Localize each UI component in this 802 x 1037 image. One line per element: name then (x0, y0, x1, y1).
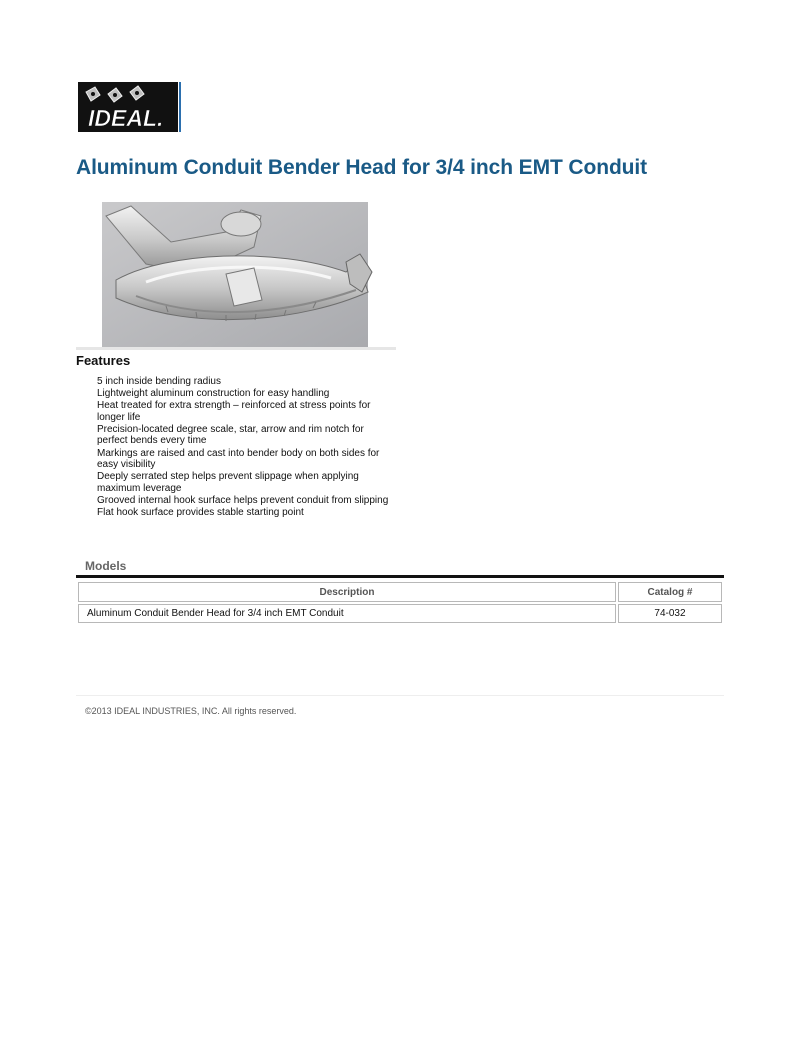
feature-item: Deeply serrated step helps prevent slippage when applying maximum leverage (97, 471, 359, 494)
column-header-description: Description (78, 582, 616, 602)
column-header-catalog: Catalog # (618, 582, 722, 602)
product-photo (76, 202, 396, 350)
feature-item: Flat hook surface provides stable starting point (97, 507, 304, 519)
svg-text:IDEAL.: IDEAL. (88, 105, 164, 131)
models-divider (76, 575, 724, 578)
page-title: Aluminum Conduit Bender Head for 3/4 inch EMT Conduit (76, 156, 648, 179)
features-heading: Features (76, 353, 131, 368)
models-heading: Models (85, 559, 127, 573)
feature-item: Precision-located degree scale, star, arrow and rim notch for perfect bends every time (97, 423, 364, 447)
feature-item: 5 inch inside bending radius (97, 376, 221, 387)
feature-item: Lightweight aluminum construction for easy handling (97, 388, 330, 400)
feature-item: Markings are raised and cast into bender body on both sides for easy visibility (97, 447, 380, 471)
model-description: Aluminum Conduit Bender Head for 3/4 inch EMT Conduit (78, 604, 616, 623)
table-row (78, 604, 722, 623)
model-catalog-number: 74-032 (618, 604, 722, 623)
copyright-text: ©2013 IDEAL INDUSTRIES, INC. All rights reserved. (85, 706, 297, 716)
footer-divider (76, 695, 724, 696)
table-header-row (78, 582, 722, 602)
features-list (97, 376, 389, 519)
feature-item: Grooved internal hook surface helps prevent conduit from slipping (97, 494, 389, 506)
ideal-logo (78, 82, 186, 132)
models-table (76, 580, 724, 625)
feature-item: Heat treated for extra strength – reinforced at stress points for longer life (97, 400, 371, 423)
